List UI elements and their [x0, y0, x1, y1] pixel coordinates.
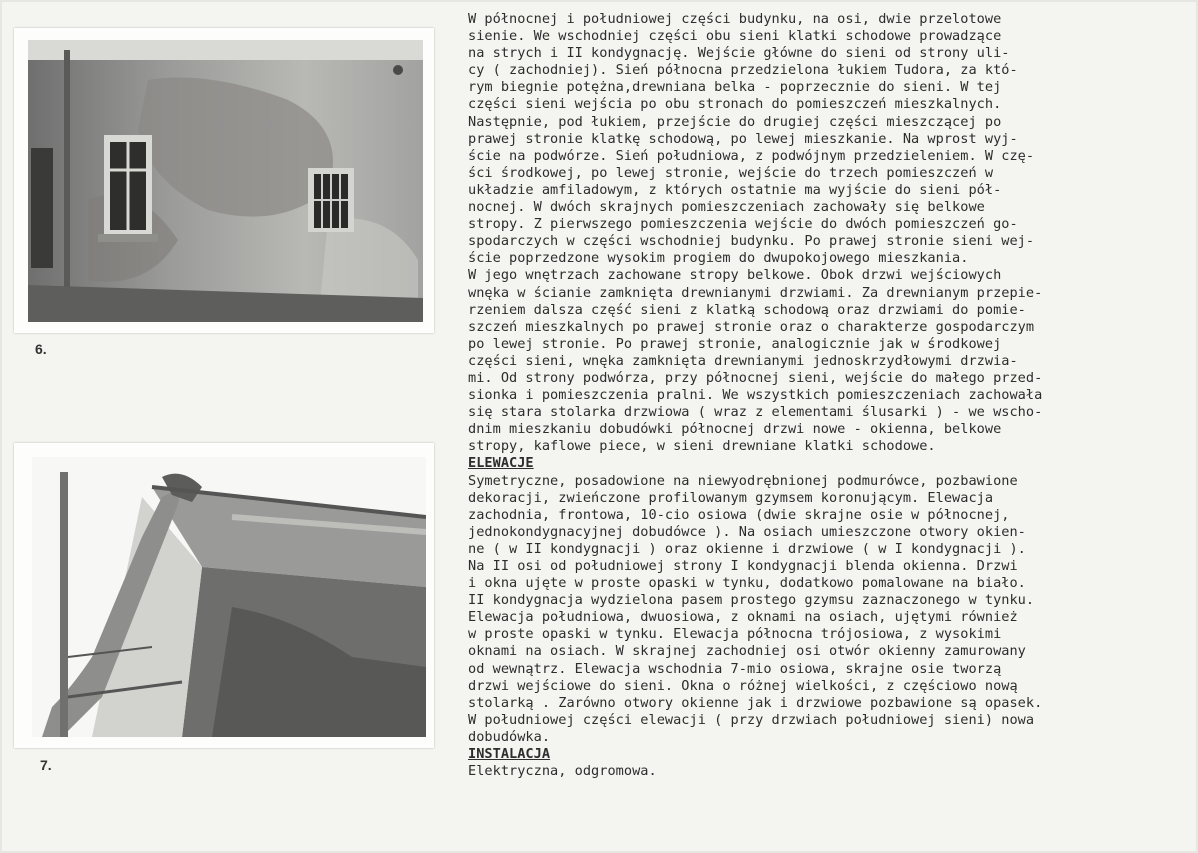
text-line: W jego wnętrzach zachowane stropy belkowe. Obok drzwi wejściowych [468, 267, 1002, 284]
text-line: stropy. Z pierwszego pomieszczenia wejście do dwóch pomieszczeń go- [468, 216, 1018, 233]
text-line: W północnej i południowej części budynku, na osi, dwie przelotowe [468, 11, 1002, 27]
photo-number-6: 6. [35, 341, 47, 357]
text-line: cy ( zachodniej). Sień północna przedzielona łukiem Tudora, za któ- [468, 62, 1018, 79]
text-line: dnim mieszkaniu dobudówki północnej drzwi nowe - okienna, belkowe [468, 421, 1002, 438]
text-line: oknami na osiach. W skrajnej zachodniej osi otwór okienny zamurowany [468, 643, 1026, 660]
text-line: sienie. We wschodniej części obu sieni klatki schodowe prowadzące [468, 28, 1002, 45]
photo-building-wall [28, 40, 423, 322]
text-line: sionka i pomieszczenia pralni. We wszystkich pomieszczeniach zachowała [468, 387, 1043, 404]
text-line: szczeń mieszkalnych po prawej stronie oraz o charakterze gospodarczym [468, 318, 1035, 335]
text-line: mi. Od strony podwórza, przy północnej sieni, wejście do małego przed- [468, 369, 1043, 386]
photo-roof-eaves [32, 457, 426, 737]
text-line: Elektryczna, odgromowa. [468, 763, 657, 780]
photo-card-7 [14, 443, 434, 748]
paragraph-installations [468, 763, 1190, 780]
text-line: rym biegnie potężna,drewniana belka - poprzecznie do sieni. W tej [468, 79, 1002, 96]
text-line: części sieni, wnęka zamknięta drewnianymi jednoskrzydłowymi drzwia- [468, 352, 1018, 369]
text-line: części sieni wejścia po obu stronach do pomieszczeń mieszkalnych. [468, 96, 1002, 113]
text-line: rzeniem dalsza część sieni z klatką schodową oraz drzwiami do pomie- [468, 301, 1026, 318]
text-line: nocnej. W dwóch skrajnych pomieszczeniach zachowały się belkowe [468, 199, 985, 216]
text-line: prawej stronie klatkę schodową, po lewej mieszkanie. Na wprost wyj- [468, 130, 1018, 147]
text-line: układzie amfiladowym, z których ostatnie ma wyjście do sieni pół- [468, 181, 1002, 198]
text-line: ne ( w II kondygnacji ) oraz okienne i drzwiowe ( w I kondygnacji ). [468, 540, 1026, 557]
text-line: po lewej stronie. Po prawej stronie, analogicznie jak w środkowej [468, 335, 1002, 352]
text-line: drzwi wejściowe do sieni. Okna o różnej wielkości, z częściowo nową [468, 677, 1018, 694]
text-line: zachodnia, frontowa, 10-cio osiowa (dwie skrajne osie w północnej, [468, 506, 1010, 523]
paragraph-elevations [468, 473, 1190, 747]
paragraph-interior [468, 11, 1190, 455]
text-line: dobudówka. [468, 728, 551, 745]
section-heading-elewacje: ELEWACJE [468, 455, 534, 472]
text-line: się stara stolarka drzwiowa ( wraz z elementami ślusarki ) - we wscho- [468, 404, 1043, 421]
text-line: spodarczych w części wschodniej budynku. Po prawej stronie sieni wej- [468, 233, 1035, 250]
text-line: w proste opaski w tynku. Elewacja północna trójosiowa, z wysokimi [468, 626, 1002, 643]
text-line: jednokondygnacyjnej dobudówce ). Na osiach umieszczone otwory okien- [468, 523, 1026, 540]
text-line: dekoracji, zwieńczone profilowanym gzymsem koronującym. Elewacja [468, 489, 994, 506]
text-line: Elewacja południowa, dwuosiowa, z oknami na osiach, ujętymi również [468, 609, 1018, 626]
text-line: i okna ujęte w proste opaski w tynku, dodatkowo pomalowane na biało. [468, 575, 1026, 592]
photo-number-7: 7. [40, 757, 52, 773]
text-line: ści środkowej, po lewej stronie, wejście do trzech pomieszczeń w [468, 164, 994, 181]
typed-description [468, 11, 1190, 780]
photo-card-6 [14, 28, 434, 333]
text-line: na strych i II kondygnację. Wejście główne do sieni od strony uli- [468, 45, 1010, 62]
text-line: stolarką . Zarówno otwory okienne jak i drzwiowe pozbawione są opasek. [468, 694, 1043, 711]
text-line: ście poprzedzone wysokim progiem do dwupokojowego mieszkania. [468, 250, 969, 267]
text-line: ście na podwórze. Sień południowa, z podwójnym przedzieleniem. W czę- [468, 147, 1035, 164]
text-line: W południowej części elewacji ( przy drzwiach południowej sieni) nowa [468, 711, 1035, 728]
text-line: od wewnątrz. Elewacja wschodnia 7-mio osiowa, skrajne osie tworzą [468, 660, 1002, 677]
text-line: Symetryczne, posadowione na niewyodrębnionej podmurówce, pozbawione [468, 472, 1018, 489]
text-line: wnęka w ścianie zamknięta drewnianymi drzwiami. Za drewnianym przepie- [468, 284, 1043, 301]
text-line: II kondygnacja wydzielona pasem prostego gzymsu zaznaczonego w tynku. [468, 592, 1035, 609]
section-heading-instalacja: INSTALACJA [468, 746, 551, 763]
text-line: Następnie, pod łukiem, przejście do drugiej części mieszczącej po [468, 113, 1002, 130]
text-line: stropy, kaflowe piece, w sieni drewniane klatki schodowe. [468, 438, 936, 455]
text-line: Na II osi od południowej strony I kondygnacji blenda okienna. Drzwi [468, 558, 1018, 574]
